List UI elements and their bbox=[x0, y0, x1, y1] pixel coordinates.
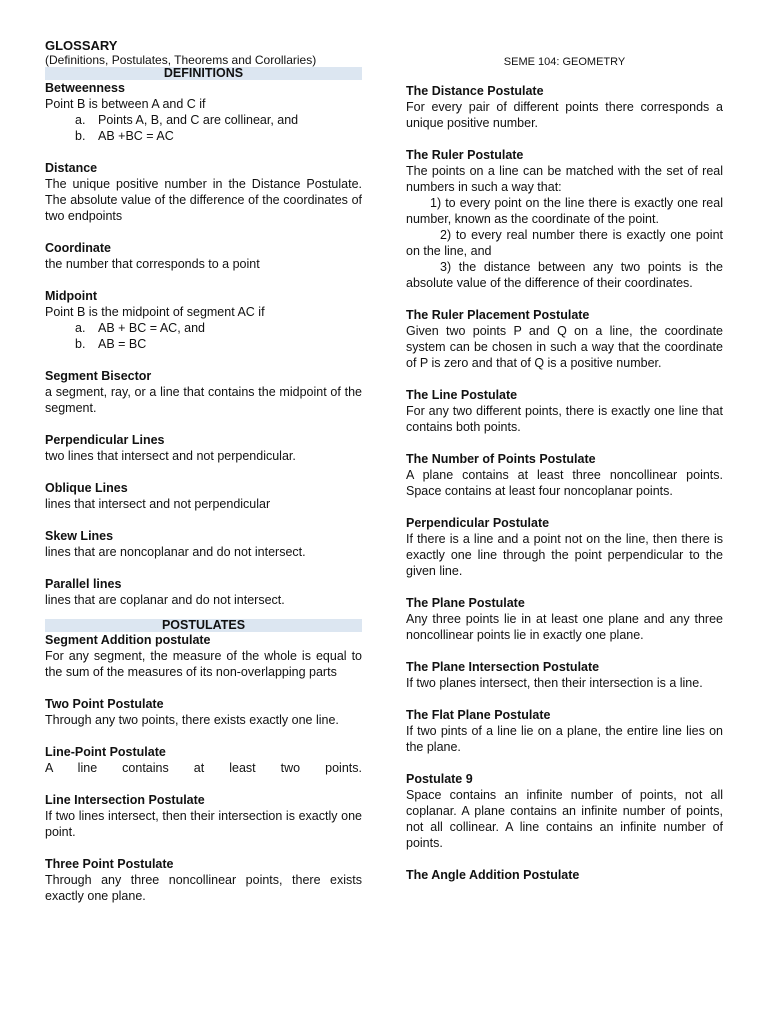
right-column bbox=[406, 83, 723, 899]
term-midpoint: Midpoint bbox=[45, 289, 98, 303]
entry-plane-postulate bbox=[406, 595, 723, 643]
entry-perpendicular-postulate bbox=[406, 515, 723, 579]
term-ruler-postulate: The Ruler Postulate bbox=[406, 148, 524, 162]
term-two-point: Two Point Postulate bbox=[45, 697, 164, 711]
term-flat-plane: The Flat Plane Postulate bbox=[406, 708, 551, 722]
ruler-item-1: 1) to every point on the line there is exactly one real number, known as the coordinate of the point. bbox=[406, 196, 723, 226]
document-subtitle: (Definitions, Postulates, Theorems and Corollaries) bbox=[45, 53, 317, 67]
term-three-point: Three Point Postulate bbox=[45, 857, 174, 871]
term-line-postulate: The Line Postulate bbox=[406, 388, 518, 402]
def-line-postulate: For any two different points, there is exactly one line that contains both points. bbox=[406, 404, 723, 434]
term-perpendicular-postulate: Perpendicular Postulate bbox=[406, 516, 550, 530]
term-angle-addition: The Angle Addition Postulate bbox=[406, 868, 580, 882]
entry-two-point bbox=[45, 696, 362, 728]
entry-parallel-lines bbox=[45, 576, 362, 608]
entry-angle-addition bbox=[406, 867, 723, 883]
def-segment-bisector: a segment, ray, or a line that contains the midpoint of the segment. bbox=[45, 385, 362, 415]
midpoint-list bbox=[45, 320, 362, 352]
ruler-item-2: 2) to every real number there is exactly one point on the line, and bbox=[406, 228, 723, 258]
term-parallel-lines: Parallel lines bbox=[45, 577, 122, 591]
entry-segment-bisector bbox=[45, 368, 362, 416]
entry-ruler-placement bbox=[406, 307, 723, 371]
def-line-intersection: If two lines intersect, then their intersection is exactly one point. bbox=[45, 809, 362, 839]
def-coordinate: the number that corresponds to a point bbox=[45, 257, 260, 271]
entry-midpoint bbox=[45, 288, 362, 352]
def-plane-intersection: If two planes intersect, then their intersection is a line. bbox=[406, 676, 703, 690]
entry-distance-postulate bbox=[406, 83, 723, 131]
entry-line-intersection bbox=[45, 792, 362, 840]
entry-line-postulate bbox=[406, 387, 723, 435]
entry-segment-addition bbox=[45, 632, 362, 680]
entry-flat-plane bbox=[406, 707, 723, 755]
entry-skew-lines bbox=[45, 528, 362, 560]
entry-betweenness bbox=[45, 80, 362, 144]
def-ruler-postulate: The points on a line can be matched with the set of real numbers in such a way that: bbox=[406, 164, 723, 194]
term-number-of-points: The Number of Points Postulate bbox=[406, 452, 596, 466]
def-flat-plane: If two pints of a line lie on a plane, the entire line lies on the plane. bbox=[406, 724, 723, 754]
term-plane-intersection: The Plane Intersection Postulate bbox=[406, 660, 600, 674]
term-segment-bisector: Segment Bisector bbox=[45, 369, 152, 383]
term-plane-postulate: The Plane Postulate bbox=[406, 596, 525, 610]
term-line-point: Line-Point Postulate bbox=[45, 745, 166, 759]
document-title: GLOSSARY bbox=[45, 38, 118, 53]
def-ruler-placement: Given two points P and Q on a line, the coordinate system can be chosen in such a way that the coordinate of P is zero and that of Q is a positive number. bbox=[406, 324, 723, 370]
def-number-of-points: A plane contains at least three noncollinear points. Space contains at least four noncoplanar points. bbox=[406, 468, 723, 498]
term-skew-lines: Skew Lines bbox=[45, 529, 114, 543]
def-plane-postulate: Any three points lie in at least one plane and any three noncollinear points lie in exactly one plane. bbox=[406, 612, 723, 642]
def-perpendicular-lines: two lines that intersect and not perpendicular. bbox=[45, 449, 296, 463]
entry-three-point bbox=[45, 856, 362, 904]
left-column bbox=[45, 38, 362, 920]
entry-coordinate bbox=[45, 240, 362, 272]
def-line-point: A line contains at least two points. bbox=[45, 761, 362, 775]
term-distance: Distance bbox=[45, 161, 98, 175]
postulates-heading: POSTULATES bbox=[45, 619, 362, 632]
def-skew-lines: lines that are noncoplanar and do not intersect. bbox=[45, 545, 306, 559]
ruler-item-3: 3) the distance between any two points is the absolute value of the difference of their coordinates. bbox=[406, 260, 723, 290]
def-two-point: Through any two points, there exists exactly one line. bbox=[45, 713, 339, 727]
entry-oblique-lines bbox=[45, 480, 362, 512]
def-distance: The unique positive number in the Distance Postulate. The absolute value of the difference of the coordinates of two endpoints bbox=[45, 177, 362, 223]
term-segment-addition: Segment Addition postulate bbox=[45, 633, 211, 647]
def-distance-postulate: For every pair of different points there corresponds a unique positive number. bbox=[406, 100, 723, 130]
term-line-intersection: Line Intersection Postulate bbox=[45, 793, 205, 807]
def-midpoint: Point B is the midpoint of segment AC if bbox=[45, 305, 265, 319]
term-postulate-9: Postulate 9 bbox=[406, 772, 473, 786]
list-item: b. AB +BC = AC bbox=[75, 129, 174, 143]
def-parallel-lines: lines that are coplanar and do not intersect. bbox=[45, 593, 285, 607]
term-oblique-lines: Oblique Lines bbox=[45, 481, 128, 495]
def-oblique-lines: lines that intersect and not perpendicular bbox=[45, 497, 271, 511]
entry-distance bbox=[45, 160, 362, 224]
entry-plane-intersection bbox=[406, 659, 723, 691]
list-item: a. AB + BC = AC, and bbox=[75, 321, 206, 335]
definitions-heading: DEFINITIONS bbox=[45, 67, 362, 80]
betweenness-list bbox=[45, 112, 362, 144]
term-perpendicular-lines: Perpendicular Lines bbox=[45, 433, 165, 447]
list-item: b. AB = BC bbox=[75, 337, 147, 351]
list-item: a. Points A, B, and C are collinear, and bbox=[75, 113, 299, 127]
term-distance-postulate: The Distance Postulate bbox=[406, 84, 544, 98]
entry-perpendicular-lines bbox=[45, 432, 362, 464]
entry-number-of-points bbox=[406, 451, 723, 499]
def-betweenness: Point B is between A and C if bbox=[45, 97, 206, 111]
def-three-point: Through any three noncollinear points, there exists exactly one plane. bbox=[45, 873, 362, 903]
term-betweenness: Betweenness bbox=[45, 81, 125, 95]
def-perpendicular-postulate: If there is a line and a point not on the line, then there is exactly one line through the point perpendicular to the given line. bbox=[406, 532, 723, 578]
entry-line-point bbox=[45, 744, 362, 776]
term-ruler-placement: The Ruler Placement Postulate bbox=[406, 308, 590, 322]
def-segment-addition: For any segment, the measure of the whole is equal to the sum of the measures of its non-overlapping parts bbox=[45, 649, 362, 679]
def-postulate-9: Space contains an infinite number of points, not all coplanar. A plane contains an infinite number of points, not all collinear. A line contains an infinite number of points. bbox=[406, 788, 723, 850]
term-coordinate: Coordinate bbox=[45, 241, 111, 255]
course-label: SEME 104: GEOMETRY bbox=[503, 56, 626, 68]
entry-postulate-9 bbox=[406, 771, 723, 851]
entry-ruler-postulate bbox=[406, 147, 723, 291]
